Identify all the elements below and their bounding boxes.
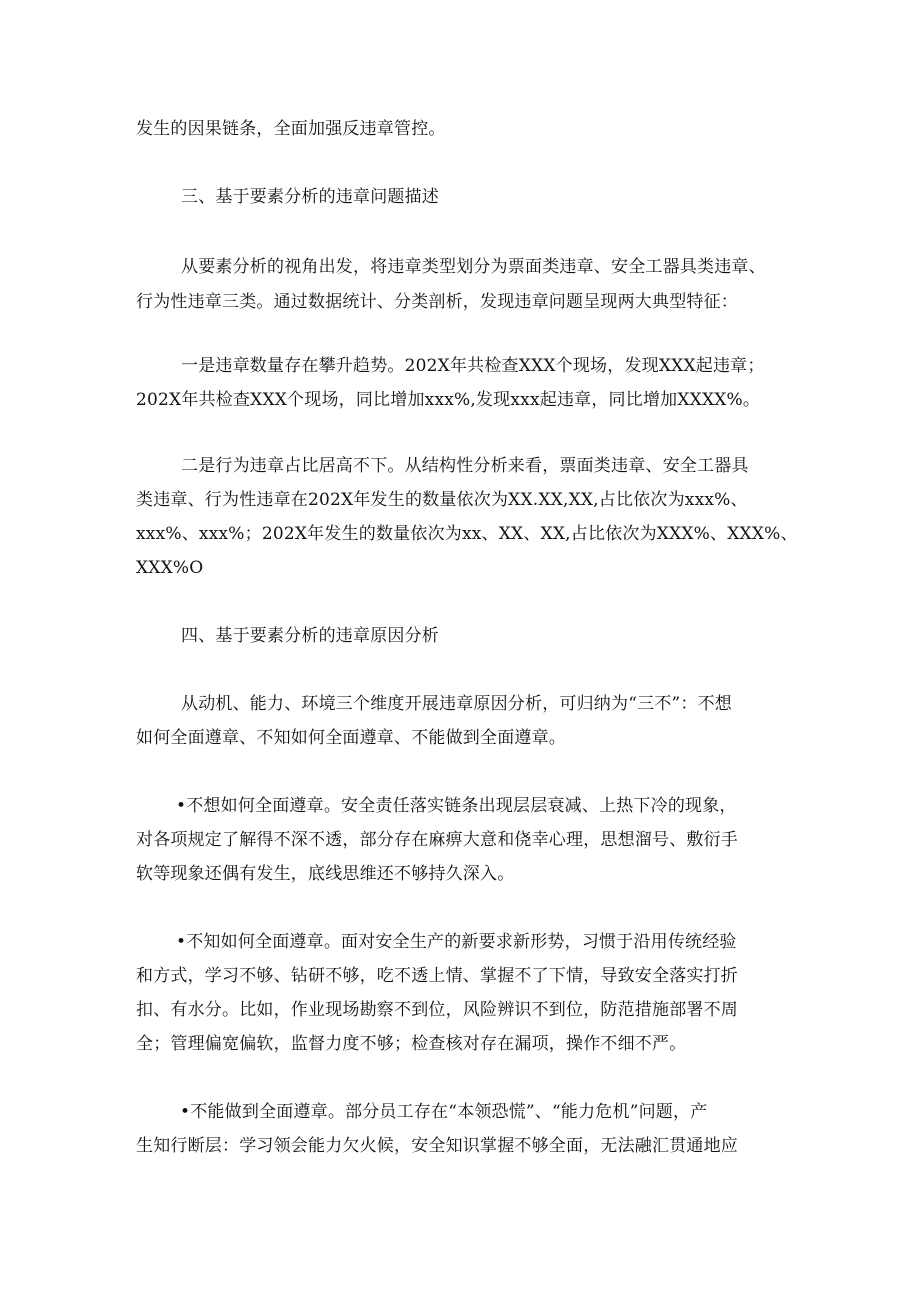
paragraph-line: 从动机、能力、环境三个维度开展违章原因分析，可归纳为“三不”：不想	[181, 694, 732, 714]
paragraph-line: xxx%、xxx%；202X年发生的数量依次为xx、XX、XX,占比依次为XXX%、XXX%、	[136, 524, 798, 544]
paragraph-line: XXX%O	[136, 558, 204, 578]
paragraph-line: 全；管理偏宽偏软，监督力度不够；检查核对存在漏项，操作不细不严。	[136, 1034, 687, 1054]
paragraph-line: 和方式，学习不够、钻研不够，吃不透上情、掌握不了下情，导致安全落实打折	[136, 966, 738, 986]
bullet-paragraph-line: •不想如何全面遵章。安全责任落实链条出现层层衰减、上热下冷的现象，	[176, 796, 737, 816]
paragraph-line: 从要素分析的视角出发，将违章类型划分为票面类违章、安全工器具类违章、	[181, 257, 766, 277]
paragraph-line: 对各项规定了解得不深不透，部分存在麻痹大意和侥幸心理，思想溜号、敷衍手	[136, 830, 738, 850]
section-heading-4: 四、基于要素分析的违章原因分析	[181, 626, 439, 646]
paragraph-line: 二是行为违章占比居高不下。从结构性分析来看，票面类违章、安全工器具	[181, 456, 749, 476]
paragraph-line: 如何全面遵章、不知如何全面遵章、不能做到全面遵章。	[136, 728, 566, 748]
paragraph-line: 生知行断层：学习领会能力欠火候，安全知识掌握不够全面，无法融汇贯通地应	[136, 1136, 738, 1156]
paragraph-line: 软等现象还偶有发生，底线思维还不够持久深入。	[136, 864, 515, 884]
paragraph-line: 类违章、行为性违章在202X年发生的数量依次为XX.XX,XX,占比依次为xxx%、	[136, 490, 748, 510]
paragraph-line: 扣、有水分。比如，作业现场勘察不到位，风险辨识不到位，防范措施部署不周	[136, 1000, 738, 1020]
paragraph-line: 一是违章数量存在攀升趋势。202X年共检查XXX个现场，发现XXX起违章；	[181, 356, 765, 376]
paragraph-line: 202X年共检查XXX个现场，同比增加xxx%,发现xxx起违章，同比增加XXXX%。	[136, 390, 761, 410]
section-heading-3: 三、基于要素分析的违章问题描述	[181, 187, 439, 207]
bullet-paragraph-line: •不知如何全面遵章。面对安全生产的新要求新形势，习惯于沿用传统经验	[176, 932, 737, 952]
paragraph-line: 发生的因果链条，全面加强反违章管控。	[136, 119, 446, 139]
paragraph-line: 行为性违章三类。通过数据统计、分类剖析，发现违章问题呈现两大典型特征：	[136, 292, 738, 312]
bullet-paragraph-line: •不能做到全面遵章。部分员工存在“本领恐慌”、“能力危机”问题，产	[180, 1102, 708, 1122]
